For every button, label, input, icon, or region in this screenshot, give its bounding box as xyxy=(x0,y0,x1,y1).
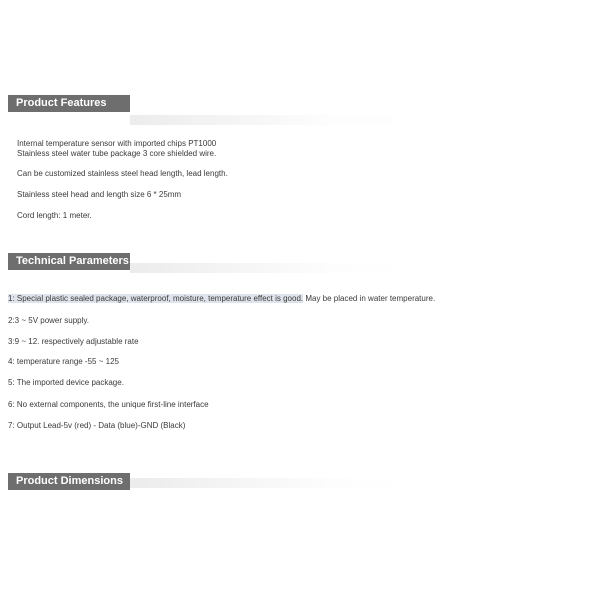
param-line-6: 6: No external components, the unique first-line interface xyxy=(8,400,209,409)
product-features-header: Product Features xyxy=(8,95,130,112)
param-line-1-rest: May be placed in water temperature. xyxy=(303,294,436,303)
param-line-7: 7: Output Lead-5v (red) - Data (blue)-GND (Black) xyxy=(8,421,186,430)
feature-line-2: Stainless steel water tube package 3 core shielded wire. xyxy=(17,149,217,158)
product-features-header-fade xyxy=(130,115,410,125)
param-line-5: 5: The imported device package. xyxy=(8,378,124,387)
feature-line-1: Internal temperature sensor with imported chips PT1000 xyxy=(17,139,217,148)
feature-line-4: Stainless steel head and length size 6 * 25mm xyxy=(17,190,182,199)
param-line-3: 3:9 ~ 12. respectively adjustable rate xyxy=(8,337,139,346)
product-dimensions-header: Product Dimensions xyxy=(8,473,130,490)
product-dimensions-header-fade xyxy=(130,478,410,488)
feature-line-3: Can be customized stainless steel head length, lead length. xyxy=(17,169,228,178)
technical-parameters-header: Technical Parameters xyxy=(8,253,130,270)
param-line-1 xyxy=(8,294,435,304)
feature-line-5: Cord length: 1 meter. xyxy=(17,211,92,220)
technical-parameters-header-fade xyxy=(130,263,410,273)
param-line-1-highlight: 1: Special plastic sealed package, waterproof, moisture, temperature effect is good. xyxy=(8,294,304,303)
param-line-4: 4: temperature range -55 ~ 125 xyxy=(8,357,119,366)
param-line-2: 2:3 ~ 5V power supply. xyxy=(8,316,90,325)
